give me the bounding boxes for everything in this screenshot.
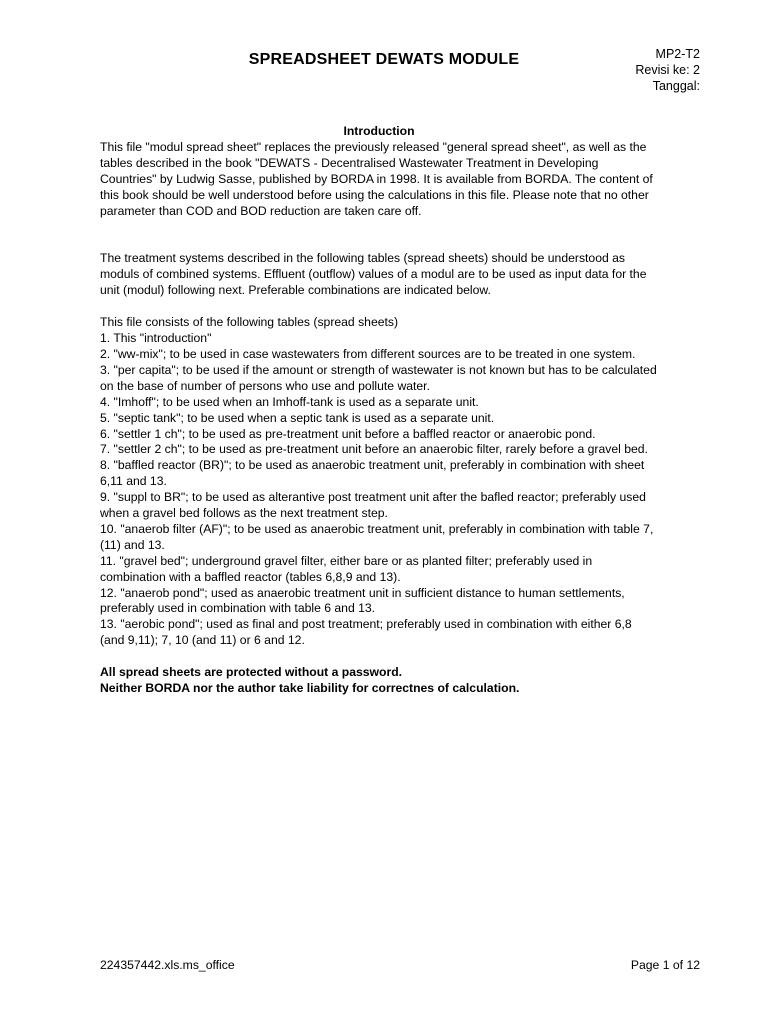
- list-item: 8. "baffled reactor (BR)"; to be used as anaerobic treatment unit, preferably in combination with sheet 6,11 and 13.: [100, 458, 645, 489]
- intro-paragraph-1: This file "modul spread sheet" replaces the previously released "general spread sheet", as well as the tables described in the book "DEWATS - Decentralised Wastewater Treatment in Developing Countries" by Ludwig Sasse, published by BORDA in 1998. It is available from BORDA. The content of this book should be well understood before using the calculations in this file. Please note that no other parameter than COD and BOD reduction are taken care off.: [100, 139, 653, 218]
- spacer: [100, 219, 658, 251]
- list-item: 1. This "introduction": [100, 331, 212, 346]
- date-label: Tanggal:: [652, 79, 700, 93]
- list-item: 5. "septic tank"; to be used when a septic tank is used as a separate unit.: [100, 410, 495, 425]
- list-item: 11. "gravel bed"; underground gravel filter, either bare or as planted filter; preferably used in combination with a baffled reactor (tables 6,8,9 and 13).: [100, 553, 593, 584]
- document-body: [100, 124, 658, 697]
- section-heading: Introduction: [343, 124, 415, 138]
- list-item: 12. "anaerob pond"; used as anaerobic treatment unit in sufficient distance to human settlements, preferably used in combination with table 6 and 13.: [100, 585, 625, 616]
- list-item: 9. "suppl to BR"; to be used as alterantive post treatment unit after the bafled reactor; preferably used when a gravel bed follows as the next treatment step.: [100, 490, 646, 521]
- spacer: [100, 649, 658, 665]
- list-intro: This file consists of the following tables (spread sheets): [100, 315, 399, 330]
- list-item: 2. "ww-mix"; to be used in case wastewaters from different sources are to be treated in one system.: [100, 346, 636, 361]
- page-title: SPREADSHEET DEWATS MODULE: [248, 51, 520, 68]
- doc-code: MP2-T2: [655, 47, 700, 61]
- list-item: 6. "settler 1 ch"; to be used as pre-treatment unit before a baffled reactor or anaerobic pond.: [100, 426, 596, 441]
- footer-page-number: Page 1 of 12: [630, 958, 700, 972]
- footer-filename: 224357442.xls.ms_office: [100, 958, 235, 972]
- list-item: 3. "per capita"; to be used if the amount or strength of wastewater is not known but has to be calculated on the base of number of persons who use and pollute water.: [100, 362, 657, 393]
- spacer: [100, 299, 658, 315]
- list-item: 4. "Imhoff"; to be used when an Imhoff-tank is used as a separate unit.: [100, 394, 479, 409]
- protection-notice: All spread sheets are protected without a password.: [100, 665, 403, 680]
- list-item: 7. "settler 2 ch"; to be used as pre-treatment unit before an anaerobic filter, rarely before a gravel bed.: [100, 442, 648, 457]
- liability-notice: Neither BORDA nor the author take liability for correctnes of calculation.: [100, 681, 520, 696]
- intro-paragraph-2: The treatment systems described in the following tables (spread sheets) should be understood as moduls of combined systems. Effluent (outflow) values of a modul are to be used as input data for the unit (modul) following next. Preferable combinations are indicated below.: [100, 251, 647, 298]
- revision-label: Revisi ke: 2: [635, 63, 700, 77]
- list-item: 10. "anaerob filter (AF)"; to be used as anaerobic treatment unit, preferably in combination with table 7,(11) and 13.: [100, 521, 654, 552]
- sheet-list: [100, 331, 658, 649]
- document-meta: [635, 46, 700, 94]
- list-item: 13. "aerobic pond"; used as final and post treatment; preferably used in combination with either 6,8 (and 9,11); 7, 10 (and 11) or 6 and 12.: [100, 617, 632, 648]
